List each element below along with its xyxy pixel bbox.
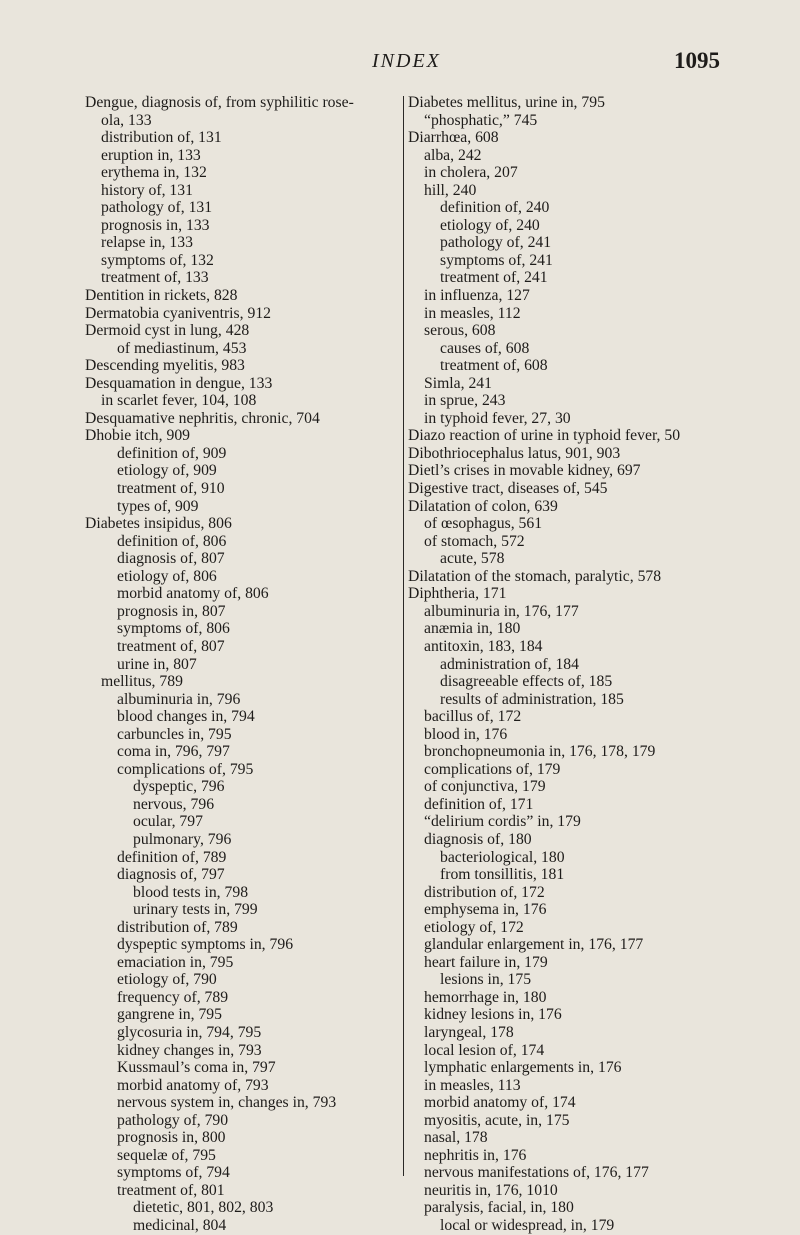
index-entry: laryngeal, 178 (424, 1023, 514, 1041)
index-entry: Desquamation in dengue, 133 (85, 374, 273, 392)
page-number: 1095 (674, 48, 720, 73)
index-entry: Diarrhœa, 608 (408, 129, 499, 147)
index-entry: glandular enlargement in, 176, 177 (424, 936, 644, 954)
index-entry: symptoms of, 794 (117, 1164, 230, 1182)
index-entry: “delirium cordis” in, 179 (424, 813, 581, 831)
index-entry: local or widespread, in, 179 (440, 1217, 615, 1234)
index-entry: gangrene in, 795 (117, 1006, 222, 1024)
index-entry: emaciation in, 795 (117, 953, 234, 971)
index-entry: pathology of, 790 (117, 1111, 229, 1129)
index-entry: nervous system in, changes in, 793 (117, 1094, 337, 1112)
index-entry: pathology of, 131 (101, 199, 213, 217)
index-entry: myositis, acute, in, 175 (424, 1111, 570, 1129)
index-entry: Dermatobia cyaniventris, 912 (85, 304, 272, 322)
index-entry: in influenza, 127 (424, 287, 530, 305)
index-entry: dyspeptic symptoms in, 796 (117, 936, 294, 954)
index-entry: types of, 909 (117, 497, 199, 515)
index-entry: bacillus of, 172 (424, 708, 522, 726)
index-entry: treatment of, 910 (117, 480, 225, 498)
index-entry: ocular, 797 (133, 813, 203, 831)
index-entry: of œsophagus, 561 (424, 515, 543, 533)
index-entry: pathology of, 241 (440, 234, 552, 252)
index-entry: morbid anatomy of, 806 (117, 585, 269, 603)
index-entry: definition of, 240 (440, 199, 550, 217)
index-entry: Simla, 241 (424, 374, 492, 392)
index-entry: albuminuria in, 796 (117, 690, 241, 708)
index-entry: albuminuria in, 176, 177 (424, 602, 579, 620)
index-entry: frequency of, 789 (117, 988, 229, 1006)
page-header (0, 48, 800, 80)
index-entry: emphysema in, 176 (424, 901, 547, 919)
index-entry: etiology of, 790 (117, 971, 217, 989)
index-entry: symptoms of, 806 (117, 620, 230, 638)
index-entry: dietetic, 801, 802, 803 (133, 1199, 274, 1217)
index-entry: Dietl’s crises in movable kidney, 697 (408, 462, 641, 480)
index-entry: treatment of, 807 (117, 637, 225, 655)
index-entry: of stomach, 572 (424, 532, 525, 550)
column-divider (403, 96, 404, 1176)
index-entry: distribution of, 131 (101, 129, 222, 147)
index-entry: definition of, 171 (424, 795, 534, 813)
index-entry: etiology of, 240 (440, 216, 540, 234)
index-entry: kidney changes in, 793 (117, 1041, 262, 1059)
index-entry: pulmonary, 796 (133, 830, 232, 848)
index-entry: carbuncles in, 795 (117, 725, 232, 743)
index-entry: blood changes in, 794 (117, 708, 255, 726)
index-entry: eruption in, 133 (101, 146, 201, 164)
index-entry: kidney lesions in, 176 (424, 1006, 562, 1024)
index-entry: nervous manifestations of, 176, 177 (424, 1164, 649, 1182)
index-entry: complications of, 795 (117, 760, 254, 778)
index-entry: neuritis in, 176, 1010 (424, 1181, 558, 1199)
index-entry: alba, 242 (424, 146, 482, 164)
index-entry: Dibothriocephalus latus, 901, 903 (408, 444, 621, 462)
index-entry: in scarlet fever, 104, 108 (101, 392, 257, 410)
index-entry: Dermoid cyst in lung, 428 (85, 322, 250, 340)
index-entry: mellitus, 789 (101, 673, 183, 691)
index-entry: lesions in, 175 (440, 971, 532, 989)
index-entry: treatment of, 241 (440, 269, 548, 287)
index-entry: morbid anatomy of, 793 (117, 1076, 269, 1094)
index-entry: etiology of, 806 (117, 567, 217, 585)
index-entry: Dentition in rickets, 828 (85, 287, 238, 305)
index-entry: Descending myelitis, 983 (85, 357, 245, 375)
index-entry: local lesion of, 174 (424, 1041, 545, 1059)
index-entry: hemorrhage in, 180 (424, 988, 547, 1006)
index-entry: administration of, 184 (440, 655, 579, 673)
index-entry: nephritis in, 176 (424, 1146, 527, 1164)
index-entry: medicinal, 804 (133, 1217, 227, 1234)
index-column-right (408, 94, 738, 1235)
index-entry: symptoms of, 132 (101, 251, 214, 269)
index-entry: heart failure in, 179 (424, 953, 548, 971)
index-entry: symptoms of, 241 (440, 251, 553, 269)
index-entry: in measles, 113 (424, 1076, 521, 1094)
index-entry: sequelæ of, 795 (117, 1146, 216, 1164)
index-entry: treatment of, 133 (101, 269, 209, 287)
index-entry: coma in, 796, 797 (117, 743, 230, 761)
index-entry: glycosuria in, 794, 795 (117, 1023, 262, 1041)
index-entry: diagnosis of, 180 (424, 830, 532, 848)
index-entry: causes of, 608 (440, 339, 530, 357)
index-entry: definition of, 789 (117, 848, 227, 866)
index-entry: ola, 133 (101, 111, 152, 129)
index-entry: morbid anatomy of, 174 (424, 1094, 576, 1112)
index-entry: hill, 240 (424, 181, 477, 199)
index-entry: antitoxin, 183, 184 (424, 637, 543, 655)
index-entry: diagnosis of, 797 (117, 866, 225, 884)
index-entry: anæmia in, 180 (424, 620, 521, 638)
index-entry: Kussmaul’s coma in, 797 (117, 1059, 276, 1077)
index-entry: etiology of, 909 (117, 462, 217, 480)
running-title: INDEX (372, 50, 441, 72)
index-entry: bacteriological, 180 (440, 848, 565, 866)
index-entry: in cholera, 207 (424, 164, 518, 182)
index-entry: blood in, 176 (424, 725, 508, 743)
index-entry: Dilatation of the stomach, paralytic, 578 (408, 567, 662, 585)
index-entry: Diazo reaction of urine in typhoid fever, 50 (408, 427, 681, 445)
index-entry: history of, 131 (101, 181, 193, 199)
index-entry: etiology of, 172 (424, 918, 524, 936)
index-entry: Desquamative nephritis, chronic, 704 (85, 409, 320, 427)
index-entry: Dhobie itch, 909 (85, 427, 191, 445)
index-entry: “phosphatic,” 745 (424, 111, 538, 129)
index-entry: acute, 578 (440, 550, 505, 568)
index-entry: results of administration, 185 (440, 690, 624, 708)
index-entry: paralysis, facial, in, 180 (424, 1199, 574, 1217)
index-entry: definition of, 909 (117, 444, 227, 462)
index-entry: of mediastinum, 453 (117, 339, 247, 357)
index-entry: nasal, 178 (424, 1129, 488, 1147)
index-entry: Digestive tract, diseases of, 545 (408, 480, 608, 498)
index-entry: prognosis in, 800 (117, 1129, 226, 1147)
index-entry: prognosis in, 133 (101, 216, 210, 234)
index-entry: from tonsillitis, 181 (440, 866, 565, 884)
index-entry: in measles, 112 (424, 304, 521, 322)
index-entry: erythema in, 132 (101, 164, 207, 182)
index-entry: urine in, 807 (117, 655, 197, 673)
index-entry: disagreeable effects of, 185 (440, 673, 613, 691)
index-entry: relapse in, 133 (101, 234, 193, 252)
index-entry: lymphatic enlargements in, 176 (424, 1059, 622, 1077)
index-entry: Dengue, diagnosis of, from syphilitic rose- (85, 94, 354, 111)
index-entry: of conjunctiva, 179 (424, 778, 546, 796)
index-column-left (85, 94, 400, 1235)
index-entry: bronchopneumonia in, 176, 178, 179 (424, 743, 656, 761)
index-entry: Diphtheria, 171 (408, 585, 507, 603)
index-entry: complications of, 179 (424, 760, 561, 778)
index-entry: treatment of, 801 (117, 1181, 225, 1199)
index-entry: prognosis in, 807 (117, 602, 226, 620)
index-entry: diagnosis of, 807 (117, 550, 225, 568)
index-entry: distribution of, 789 (117, 918, 238, 936)
index-entry: distribution of, 172 (424, 883, 545, 901)
index-entry: Dilatation of colon, 639 (408, 497, 558, 515)
index-entry: urinary tests in, 799 (133, 901, 258, 919)
index-entry: dyspeptic, 796 (133, 778, 225, 796)
index-entry: blood tests in, 798 (133, 883, 249, 901)
index-entry: in typhoid fever, 27, 30 (424, 409, 571, 427)
index-entry: Diabetes mellitus, urine in, 795 (408, 94, 605, 111)
index-entry: serous, 608 (424, 322, 496, 340)
index-entry: Diabetes insipidus, 806 (85, 515, 232, 533)
index-entry: in sprue, 243 (424, 392, 506, 410)
index-entry: definition of, 806 (117, 532, 227, 550)
index-entry: treatment of, 608 (440, 357, 548, 375)
index-entry: nervous, 796 (133, 795, 215, 813)
